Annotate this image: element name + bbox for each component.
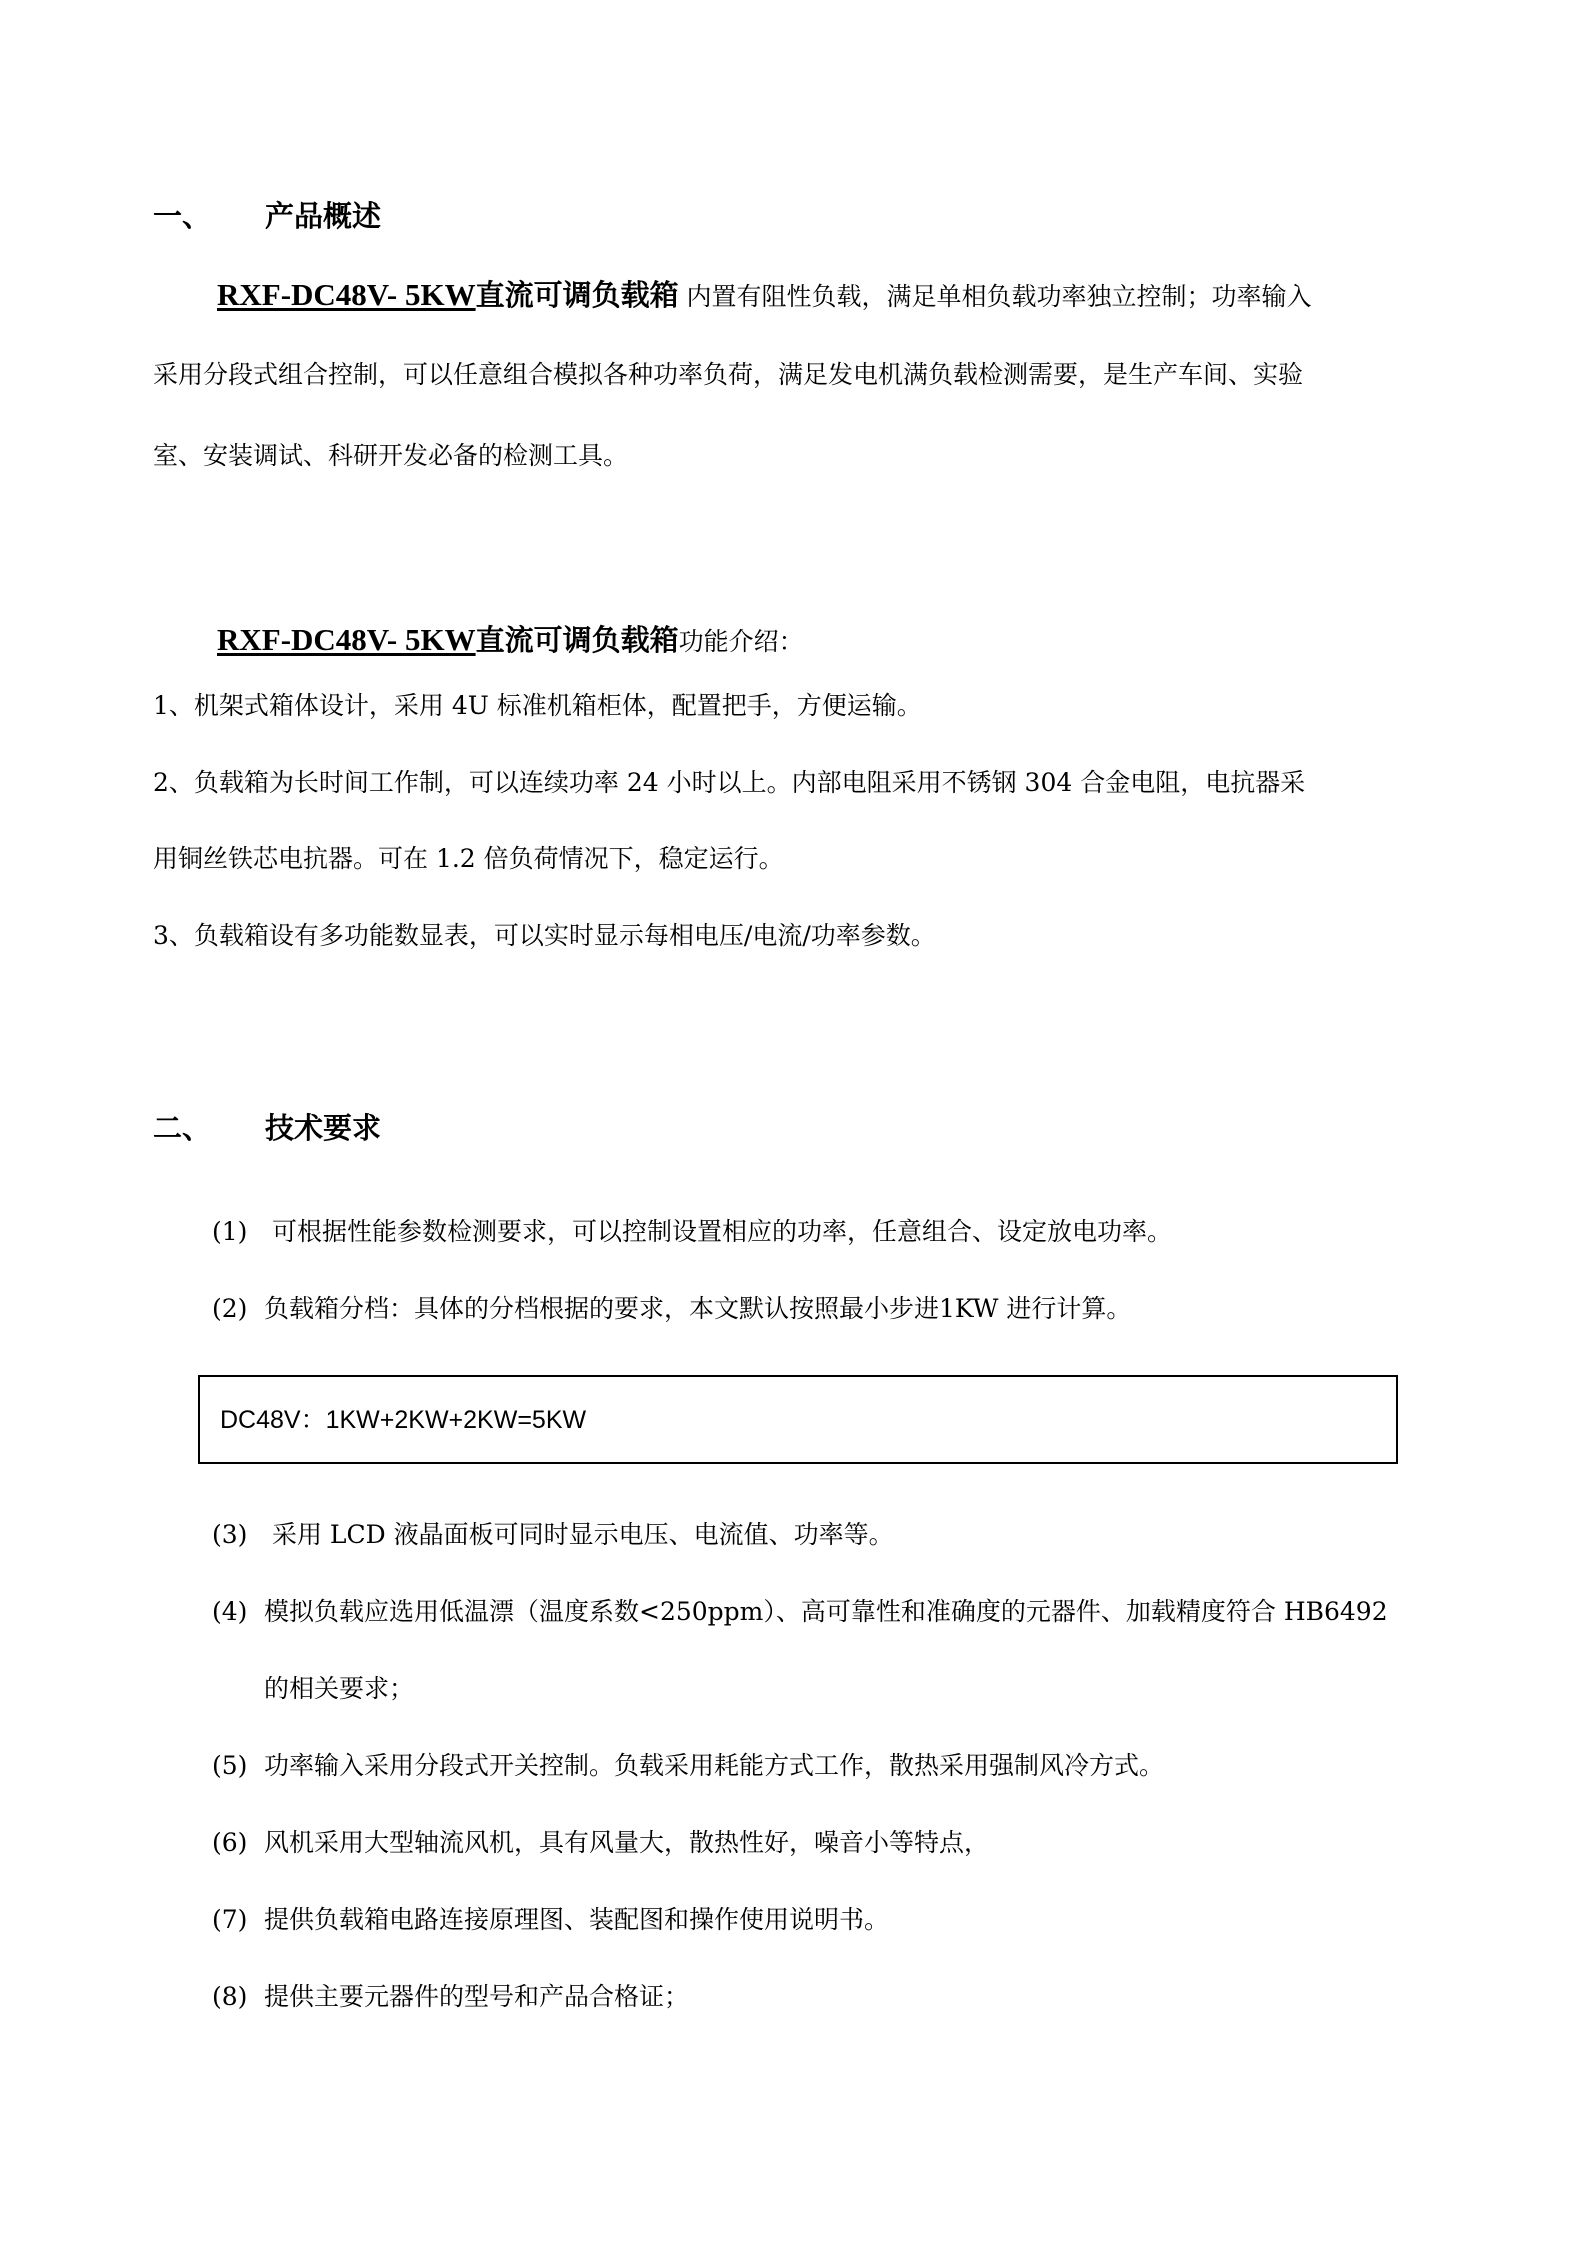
- intro-line2: 采用分段式组合控制，可以任意组合模拟各种功率负荷，满足发电机满负载检测需要，是生产车间、实验: [153, 360, 1304, 389]
- req-num-6: (6): [212, 1828, 248, 1857]
- feature-item-2-line2: 用铜丝铁芯电抗器。可在 1.2 倍负荷情况下，稳定运行。: [153, 844, 784, 873]
- req-num-8: (8): [212, 1982, 248, 2011]
- intro-product-name: RXF-DC48V- 5KW: [217, 277, 476, 312]
- section2-title: 技术要求: [265, 1111, 382, 1145]
- req-num-1: (1): [212, 1217, 248, 1246]
- req-text-4: 模拟负载应选用低温漂（温度系数<250ppm）、高可靠性和准确度的元器件、加载精度符合 HB6492: [264, 1597, 1388, 1626]
- req-item-6: [212, 1826, 989, 1860]
- req-text-6: 风机采用大型轴流风机，具有风量大，散热性好，噪音小等特点，: [264, 1828, 990, 1857]
- req-item-5: [212, 1749, 1164, 1783]
- req-item-8: [212, 1980, 689, 2014]
- section2-number: 二、: [153, 1111, 212, 1145]
- req-item-1: [212, 1215, 1172, 1249]
- req-item-7: [212, 1903, 889, 1937]
- section1-title: 产品概述: [265, 199, 382, 233]
- req-text-5: 功率输入采用分段式开关控制。负载采用耗能方式工作，散热采用强制风冷方式。: [264, 1751, 1165, 1780]
- req-item-4-cont: 的相关要求；: [264, 1674, 415, 1703]
- req-num-3: (3): [212, 1520, 248, 1549]
- features-heading: [217, 623, 804, 659]
- req-num-5: (5): [212, 1751, 248, 1780]
- req-text-1: 可根据性能参数检测要求，可以控制设置相应的功率，任意组合、设定放电功率。: [264, 1217, 1172, 1246]
- req-num-2: (2): [212, 1294, 248, 1323]
- section1-number: 一、: [153, 199, 212, 233]
- req-item-4: [212, 1595, 1388, 1629]
- req-item-3: [212, 1518, 894, 1552]
- req-text-2: 负载箱分档：具体的分档根据的要求，本文默认按照最小步进1KW 进行计算。: [264, 1294, 1132, 1323]
- feature-item-1: 1、机架式箱体设计，采用 4U 标准机箱柜体，配置把手，方便运输。: [153, 691, 922, 720]
- features-suffix: 功能介绍：: [678, 627, 804, 656]
- intro-line3: 室、安装调试、科研开发必备的检测工具。: [153, 441, 629, 470]
- features-product-name: RXF-DC48V- 5KW: [217, 622, 476, 657]
- req-text-8: 提供主要元器件的型号和产品合格证；: [264, 1982, 690, 2011]
- feature-item-2-line1: 2、负载箱为长时间工作制，可以连续功率 24 小时以上。内部电阻采用不锈钢 304 合金电阻，电抗器采: [153, 768, 1306, 797]
- intro-product-desc: 直流可调负载箱: [475, 278, 679, 312]
- req-text-7: 提供负载箱电路连接原理图、装配图和操作使用说明书。: [264, 1905, 890, 1934]
- formula-text: DC48V：1KW+2KW+2KW=5KW: [220, 1406, 587, 1434]
- req-num-7: (7): [212, 1905, 248, 1934]
- req-item-2: [212, 1292, 1131, 1326]
- intro-first-line: [217, 278, 1312, 314]
- req-num-4: (4): [212, 1597, 248, 1626]
- features-product-desc: 直流可调负载箱: [475, 623, 679, 657]
- intro-line1: 内置有阻性负载，满足单相负载功率独立控制；功率输入: [678, 282, 1312, 311]
- req-text-3: 采用 LCD 液晶面板可同时显示电压、电流值、功率等。: [264, 1520, 894, 1549]
- formula-box: [198, 1375, 1398, 1464]
- feature-item-3: 3、负载箱设有多功能数显表，可以实时显示每相电压/电流/功率参数。: [153, 921, 936, 950]
